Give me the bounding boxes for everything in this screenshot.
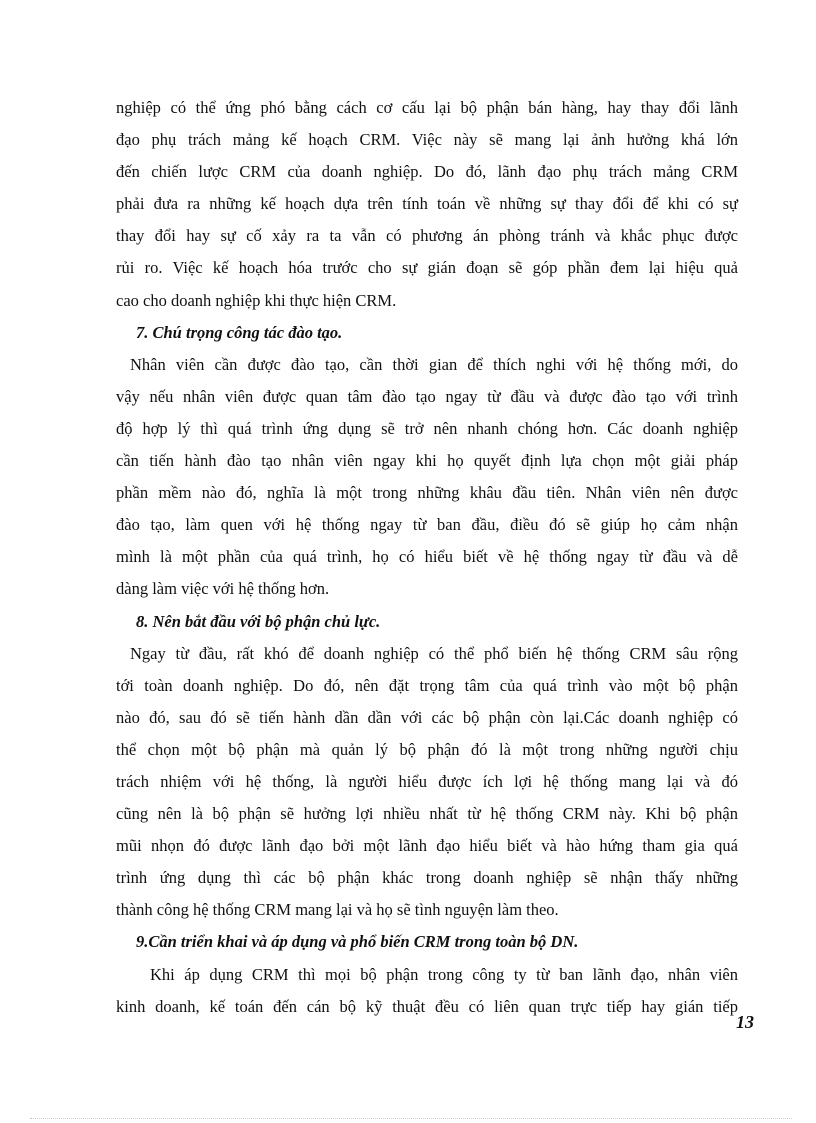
paragraph-line: trách nhiệm với hệ thống, là người hiểu được ích lợi hệ thống mang lại và đó — [116, 771, 738, 791]
paragraph-line: mũi nhọn đó được lãnh đạo bởi một lãnh đạo hiểu biết và hào hứng tham gia quá — [116, 836, 738, 856]
paragraph-line: mình là một phần của quá trình, họ có hiểu biết về hệ thống ngay từ đầu và dễ — [116, 547, 738, 567]
paragraph-line: nào đó, sau đó sẽ tiến hành dần dần với các bộ phận còn lại.Các doanh nghiệp có — [116, 707, 738, 727]
paragraph-line: Khi áp dụng CRM thì mọi bộ phận trong công ty từ ban lãnh đạo, nhân viên — [150, 964, 738, 984]
paragraph-line: đến chiến lược CRM của doanh nghiệp. Do đó, lãnh đạo phụ trách mảng CRM — [116, 162, 738, 182]
paragraph-line: phần mềm nào đó, nghĩa là một trong những khâu đầu tiên. Nhân viên nên được — [116, 483, 738, 503]
paragraph-line: Ngay từ đầu, rất khó để doanh nghiệp có thể phổ biến hệ thống CRM sâu rộng — [130, 643, 738, 663]
document-body — [116, 92, 738, 1023]
page-number: 13 — [736, 1012, 754, 1032]
section-heading-8: 8. Nên bắt đầu với bộ phận chủ lực. — [136, 611, 381, 631]
section-heading-9: 9.Cần triển khai và áp dụng và phổ biến CRM trong toàn bộ DN. — [136, 932, 579, 952]
paragraph-line: rủi ro. Việc kế hoạch hóa trước cho sự gián đoạn sẽ góp phần đem lại hiệu quả — [116, 258, 738, 278]
paragraph-line: độ hợp lý thì quá trình ứng dụng sẽ trở nên nhanh chóng hơn. Các doanh nghiệp — [116, 418, 738, 438]
paragraph-line: kinh doanh, kế toán đến cán bộ kỹ thuật đều có liên quan trực tiếp hay gián tiếp — [116, 996, 738, 1016]
paragraph-line: cao cho doanh nghiệp khi thực hiện CRM. — [116, 290, 397, 310]
section-heading-7: 7. Chú trọng công tác đào tạo. — [136, 322, 343, 342]
paragraph-line: Nhân viên cần được đào tạo, cần thời gian để thích nghi với hệ thống mới, do — [130, 354, 738, 374]
paragraph-line: tới toàn doanh nghiệp. Do đó, nên đặt trọng tâm của quá trình vào một bộ phận — [116, 675, 738, 695]
paragraph-line: đạo phụ trách mảng kế hoạch CRM. Việc này sẽ mang lại ảnh hưởng khá lớn — [116, 130, 738, 150]
paragraph-line: phải đưa ra những kế hoạch dựa trên tính toán về những sự thay đổi để khi có sự — [116, 194, 738, 214]
paragraph-line: dàng làm việc với hệ thống hơn. — [116, 579, 330, 599]
paragraph-line: trình ứng dụng thì các bộ phận khác trong doanh nghiệp sẽ nhận thấy những — [116, 868, 738, 888]
paragraph-line: cần tiến hành đào tạo nhân viên ngay khi họ quyết định lựa chọn một giải pháp — [116, 451, 738, 471]
paragraph-line: cũng nên là bộ phận sẽ hưởng lợi nhiều nhất từ hệ thống CRM này. Khi bộ phận — [116, 804, 738, 824]
paragraph-line: thay đổi hay sự cố xảy ra ta vẫn có phương án phòng tránh và khắc phục được — [116, 226, 738, 246]
paragraph-line: thành công hệ thống CRM mang lại và họ sẽ tình nguyện làm theo. — [116, 900, 559, 920]
paragraph-line: vậy nếu nhân viên được quan tâm đào tạo ngay từ đầu và được đào tạo với trình — [116, 386, 738, 406]
page-bottom-divider — [30, 1118, 792, 1119]
paragraph-line: thể chọn một bộ phận mà quản lý bộ phận đó là một trong những người chịu — [116, 739, 738, 759]
paragraph-line: nghiệp có thể ứng phó bằng cách cơ cấu lại bộ phận bán hàng, hay thay đổi lãnh — [116, 98, 738, 117]
paragraph-line: đào tạo, làm quen với hệ thống ngay từ ban đầu, điều đó sẽ giúp họ cảm nhận — [116, 515, 738, 535]
